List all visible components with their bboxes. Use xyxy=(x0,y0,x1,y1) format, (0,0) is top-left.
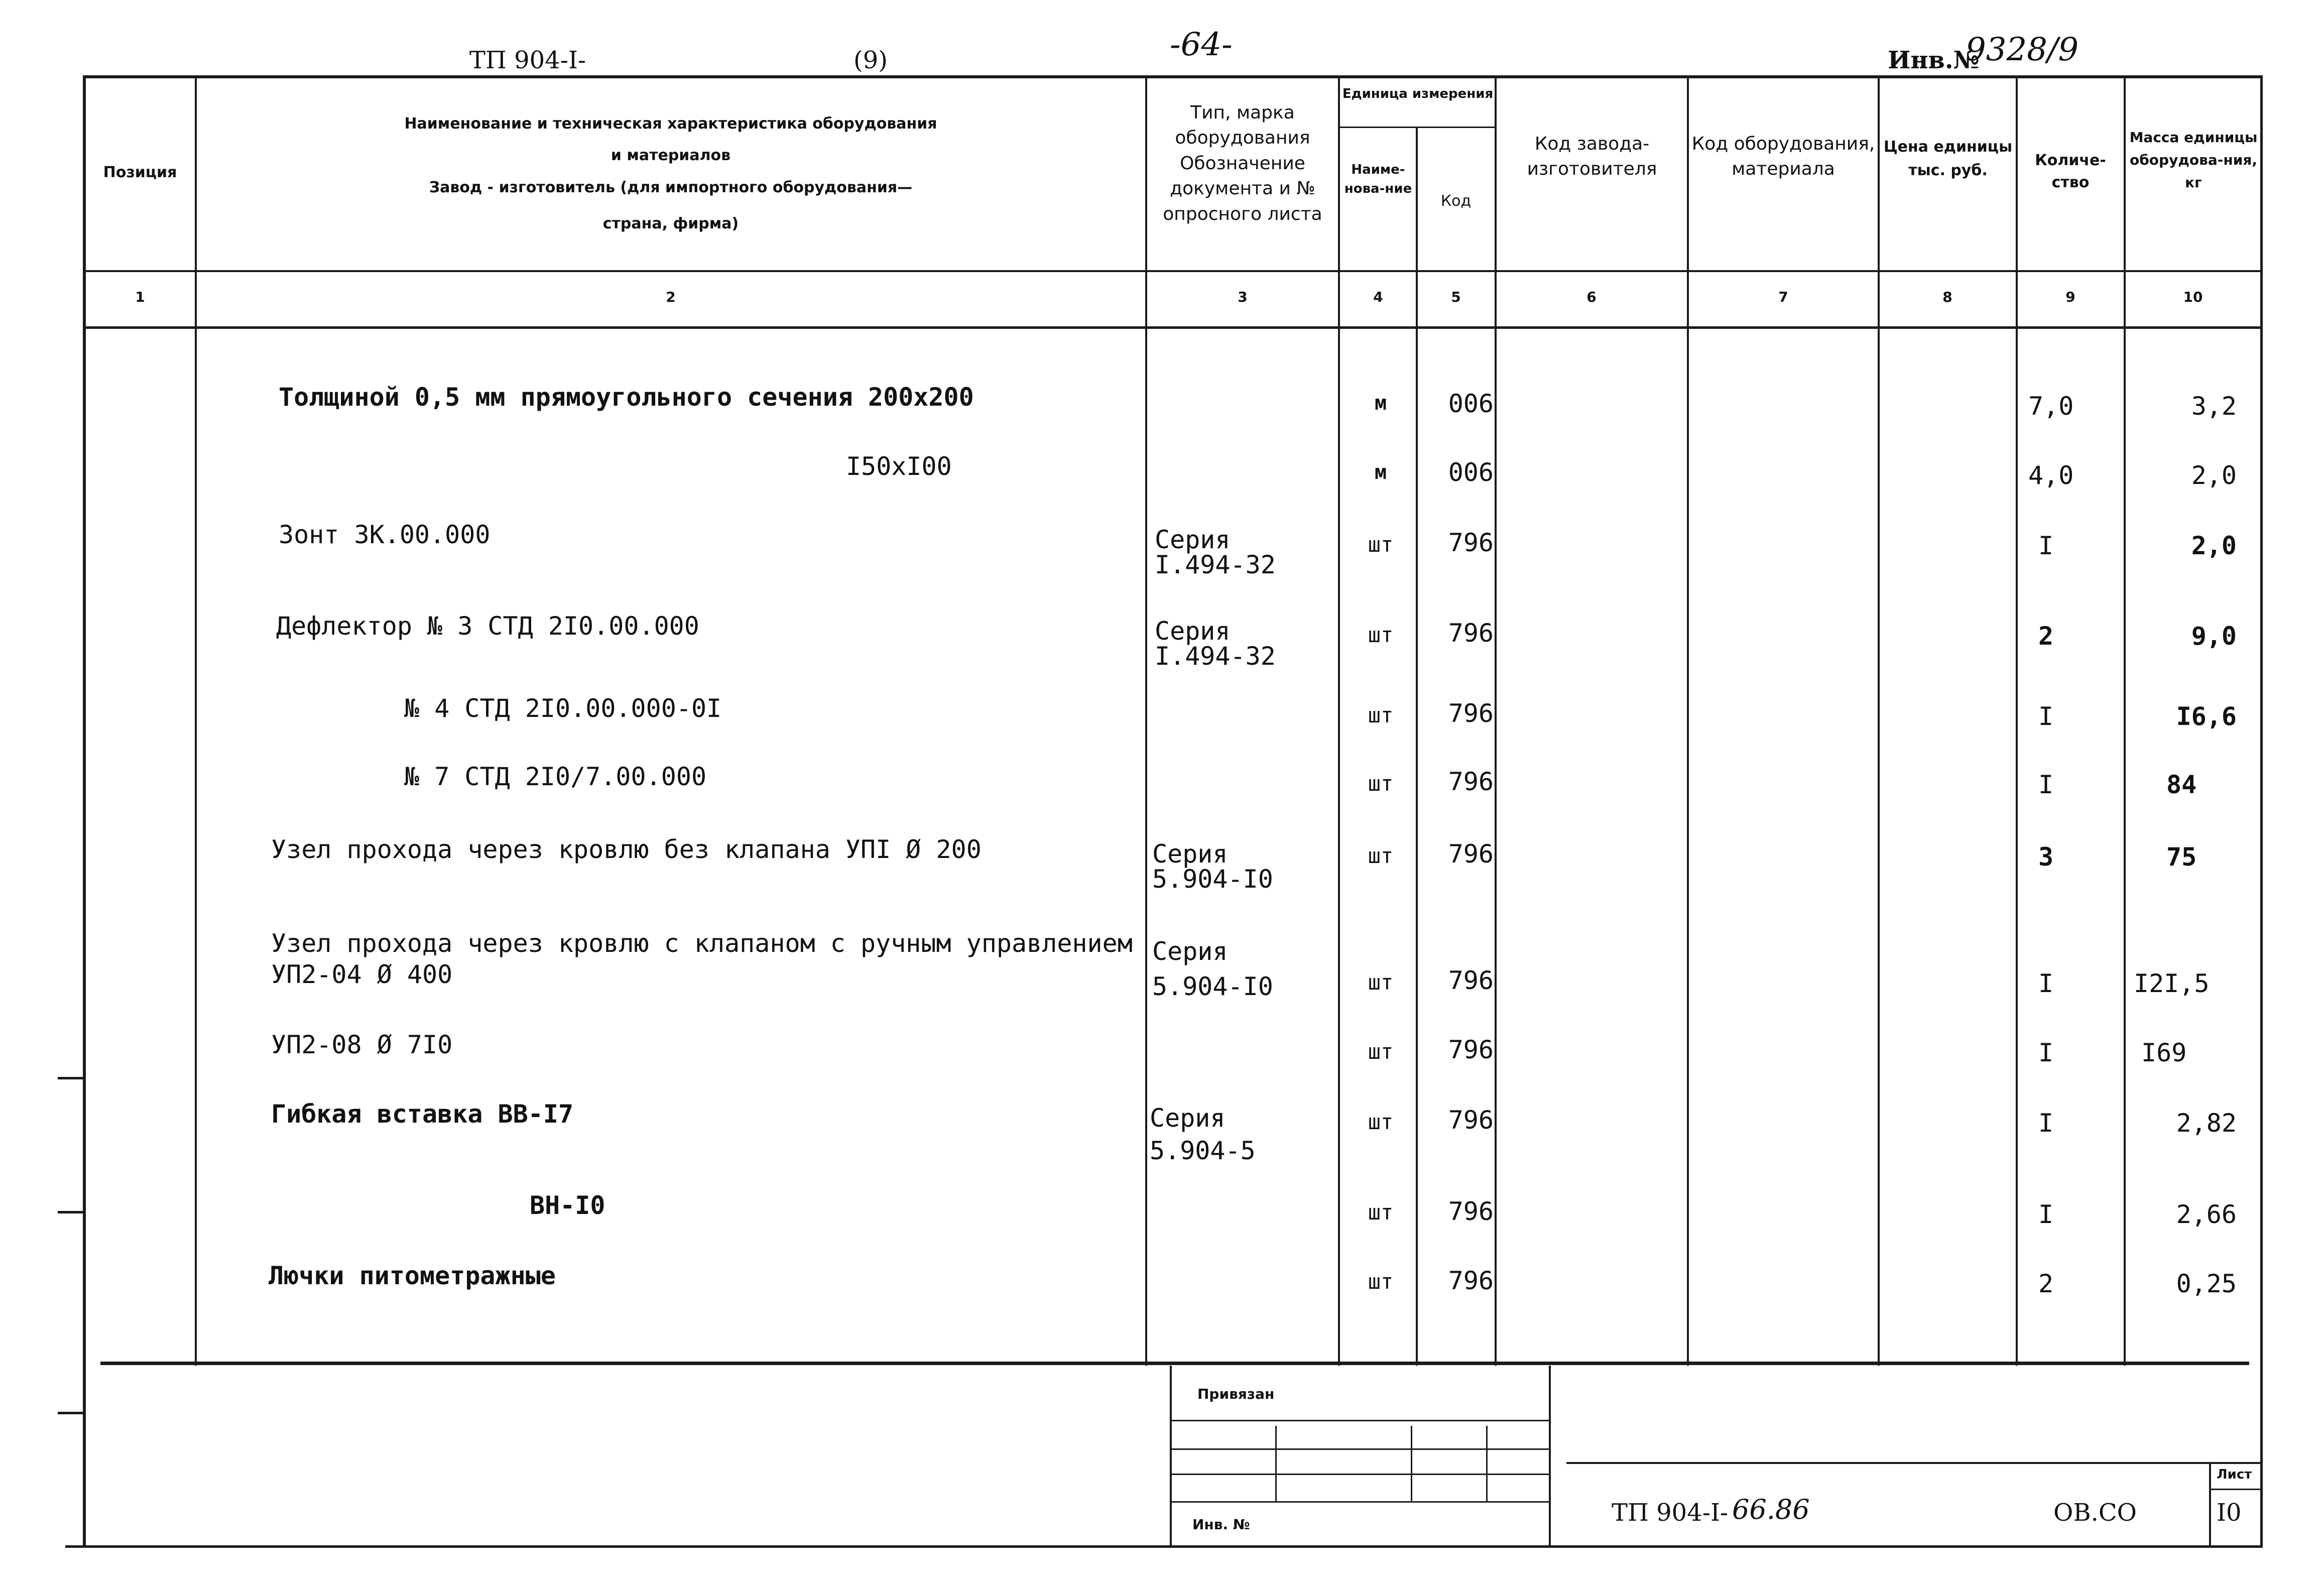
header-col-name-line1: Наименование и техническая характеристика оборудования xyxy=(404,115,937,133)
row-unit: шт xyxy=(1368,1200,1394,1225)
row-mass: 2,0 xyxy=(2191,461,2237,490)
header-col-type: Тип, марка оборудования Обозначение документа и № опросного листа xyxy=(1163,102,1322,224)
doc-series-label: ТП 904-I- xyxy=(469,46,586,74)
row-code: 796 xyxy=(1448,1266,1494,1295)
row-quantity: 4,0 xyxy=(2028,461,2074,490)
column-number: 4 xyxy=(1373,289,1383,305)
row-mass: 84 xyxy=(2166,770,2197,799)
frame-right-line xyxy=(2260,75,2263,1546)
row-name: I50хI00 xyxy=(846,452,952,481)
row-unit: шт xyxy=(1368,703,1394,727)
row-unit: м xyxy=(1374,392,1387,415)
col-line-7 xyxy=(1878,75,1880,1366)
stamp-title-line xyxy=(1566,1462,2262,1464)
stamp-bound-label: Привязан xyxy=(1197,1386,1275,1402)
column-number: 3 xyxy=(1238,289,1248,305)
row-quantity: I xyxy=(2038,969,2054,998)
stamp-grid-col xyxy=(1486,1426,1488,1501)
row-quantity: 2 xyxy=(2038,1269,2054,1298)
stamp-grid-line xyxy=(1170,1448,1549,1450)
row-mass: 9,0 xyxy=(2191,622,2237,651)
stamp-divider-line xyxy=(1549,1366,1551,1545)
row-name-secondary: УП2-04 Ø 400 xyxy=(271,960,453,989)
row-quantity: I xyxy=(2038,531,2054,560)
col-line-2 xyxy=(1145,75,1147,1366)
row-code: 796 xyxy=(1448,1106,1494,1135)
header-divider xyxy=(83,270,2262,272)
row-code: 796 xyxy=(1448,966,1494,995)
frame-bottom-line xyxy=(65,1545,2263,1548)
row-code: 006 xyxy=(1448,389,1494,418)
row-quantity: 2 xyxy=(2038,622,2054,651)
row-code: 796 xyxy=(1448,528,1494,557)
row-unit: шт xyxy=(1368,970,1394,995)
row-name: Гибкая вставка ВВ-I7 xyxy=(271,1099,574,1129)
header-col-unit-code: Код xyxy=(1440,192,1472,210)
row-name: № 4 СТД 2I0.00.000-0I xyxy=(404,694,722,723)
row-quantity: I xyxy=(2038,770,2054,799)
column-number: 8 xyxy=(1942,289,1952,305)
column-number: 2 xyxy=(666,289,676,305)
stamp-inventory-label: Инв. № xyxy=(1192,1516,1250,1533)
row-code: 796 xyxy=(1448,1035,1494,1064)
row-unit: шт xyxy=(1368,1110,1394,1134)
col-line-5 xyxy=(1495,75,1497,1366)
row-doc: Серия 5.904-5 xyxy=(1150,1104,1256,1165)
row-doc: Серия I.494-32 xyxy=(1155,617,1276,671)
column-number: 9 xyxy=(2065,289,2075,305)
row-quantity: 3 xyxy=(2038,842,2054,872)
row-name: Дефлектор № 3 СТД 2I0.00.000 xyxy=(276,612,699,641)
row-quantity: I xyxy=(2038,1200,2054,1229)
header-col-position: Позиция xyxy=(103,164,177,181)
column-number-divider xyxy=(83,326,2262,329)
row-unit: шт xyxy=(1368,623,1394,647)
row-unit: шт xyxy=(1368,532,1394,557)
column-number: 7 xyxy=(1778,289,1788,305)
row-mass: 75 xyxy=(2166,842,2197,872)
header-col-unit-name: Наиме-нова-ние xyxy=(1344,162,1412,196)
row-code: 796 xyxy=(1448,839,1494,869)
row-name: УП2-08 Ø 7I0 xyxy=(271,1030,453,1059)
header-col-material-code: Код оборудования, материала xyxy=(1691,134,1875,180)
row-doc: Серия 5.904-I0 xyxy=(1152,839,1273,894)
row-doc: Серия I.494-32 xyxy=(1155,525,1276,579)
col-line-8 xyxy=(2016,75,2018,1366)
column-number: 10 xyxy=(2183,289,2203,305)
inventory-number: 9328/9 xyxy=(1966,31,2079,68)
row-code: 796 xyxy=(1448,699,1494,728)
column-number: 5 xyxy=(1451,289,1461,305)
stamp-grid-col xyxy=(1275,1426,1277,1501)
stamp-doc-code-handwritten: 66.86 xyxy=(1732,1494,1810,1525)
row-mass: 2,0 xyxy=(2191,531,2237,560)
row-name: ВН-I0 xyxy=(530,1191,605,1220)
column-number: 1 xyxy=(135,289,145,305)
row-mass: I69 xyxy=(2141,1038,2187,1067)
row-quantity: I xyxy=(2038,1109,2054,1138)
row-code: 796 xyxy=(1448,1197,1494,1226)
row-name: Толщиной 0,5 мм прямоугольного сечения 200х200 xyxy=(279,383,974,412)
page-number: -64- xyxy=(1170,26,1233,63)
inventory-label: Инв.№ xyxy=(1888,46,1980,74)
header-col-factory-code: Код завода-изготовителя xyxy=(1527,134,1657,180)
header-unit-group: Единица измерения xyxy=(1342,86,1494,101)
column-number: 6 xyxy=(1586,289,1597,305)
row-unit: шт xyxy=(1368,1039,1394,1064)
row-quantity: I xyxy=(2038,1038,2054,1067)
stamp-doc-code: ТП 904-I- xyxy=(1612,1499,1729,1527)
header-col-price: Цена единицы тыс. руб. xyxy=(1883,138,2013,179)
stamp-grid-col xyxy=(1411,1426,1412,1501)
row-name: Узел прохода через кровлю без клапана УПI Ø 200 xyxy=(271,835,982,864)
row-quantity: I xyxy=(2038,702,2054,731)
row-unit: шт xyxy=(1368,843,1394,868)
row-mass: 3,2 xyxy=(2191,392,2237,421)
header-col-name-line3: Завод - изготовитель (для импортного оборудования— xyxy=(429,179,913,196)
frame-left-line xyxy=(83,75,86,1546)
stamp-sheet-number: I0 xyxy=(2217,1499,2242,1527)
row-name: Лючки питометражные xyxy=(269,1261,556,1290)
stamp-sheet-divider xyxy=(2209,1489,2262,1490)
stamp-grid-line xyxy=(1170,1420,1549,1421)
row-name: № 7 СТД 2I0/7.00.000 xyxy=(404,762,707,791)
table-bottom-line xyxy=(100,1362,2249,1365)
stamp-grid-line xyxy=(1170,1501,1549,1503)
row-name: Зонт ЗК.00.000 xyxy=(279,520,491,549)
col-line-4 xyxy=(1416,127,1418,1366)
row-name: Узел прохода через кровлю с клапаном с ручным управлением xyxy=(271,929,1133,958)
row-unit: м xyxy=(1374,461,1387,484)
header-col-name-line4: страна, фирма) xyxy=(602,215,739,232)
stamp-left-line xyxy=(1170,1366,1172,1545)
row-mass: 2,82 xyxy=(2176,1109,2237,1138)
margin-tick xyxy=(58,1211,85,1213)
row-code: 796 xyxy=(1448,767,1494,796)
row-code: 006 xyxy=(1448,458,1494,487)
row-code: 796 xyxy=(1448,619,1494,648)
frame-top-line xyxy=(83,75,2262,78)
row-mass: I2I,5 xyxy=(2134,969,2210,998)
header-col-name-line2: и материалов xyxy=(610,147,731,164)
col-line-1 xyxy=(195,75,197,1366)
header-col-mass: Масса единицы оборудова-ния, кг xyxy=(2129,129,2258,191)
row-mass: 2,66 xyxy=(2176,1200,2237,1229)
header-col-quantity: Количе-ство xyxy=(2035,152,2106,191)
stamp-grid-line xyxy=(1170,1474,1549,1475)
row-unit: шт xyxy=(1368,771,1394,796)
row-unit: шт xyxy=(1368,1269,1394,1294)
row-mass: 0,25 xyxy=(2176,1269,2237,1298)
stamp-sheet-label: Лист xyxy=(2217,1467,2252,1482)
doc-series-number: (9) xyxy=(853,46,888,74)
stamp-sheet-line xyxy=(2209,1462,2211,1545)
margin-tick xyxy=(58,1412,85,1414)
col-line-6 xyxy=(1687,75,1689,1366)
col-line-3 xyxy=(1338,75,1340,1366)
row-mass: I6,6 xyxy=(2176,702,2237,731)
unit-group-divider xyxy=(1339,127,1496,128)
row-quantity: 7,0 xyxy=(2028,392,2074,421)
row-doc: Серия 5.904-I0 xyxy=(1152,937,1273,1001)
stamp-sheet-code: ОВ.СО xyxy=(2053,1499,2137,1527)
col-line-9 xyxy=(2124,75,2126,1366)
margin-tick xyxy=(58,1077,85,1079)
